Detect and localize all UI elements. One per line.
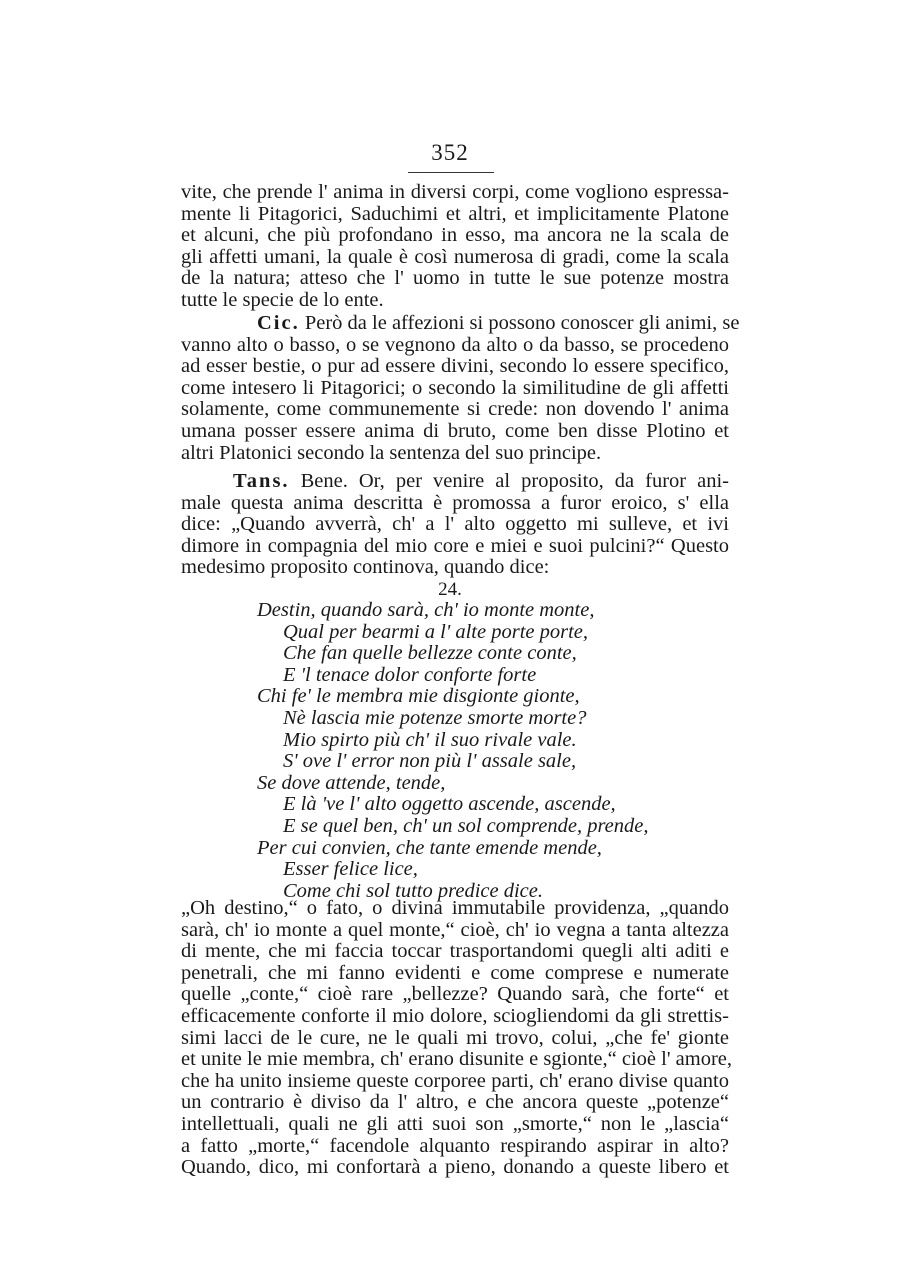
text-line: et unite le mie membra, ch' erano disunite e sgionte,“ cioè l' amore, xyxy=(181,1048,733,1071)
text-line: quelle „conte,“ cioè rare „bellezze? Quando sarà, che forte“ et xyxy=(181,983,729,1006)
verse-line: Chi fe' le membra mie disgionte gionte, xyxy=(257,685,580,708)
verse-line: Destin, quando sarà, ch' io monte monte, xyxy=(257,599,595,621)
header-rule xyxy=(408,172,494,173)
text-line: simi lacci de le cure, ne le quali mi trovo, colui, „che fe' gionte xyxy=(181,1026,729,1049)
text-line: sarà, ch' io monte a quel monte,“ cioè, ch' io vegna a tanta altezza xyxy=(181,918,729,941)
text-line: vanno alto o basso, o se vegnono da alto o da basso, se procedeno xyxy=(181,333,729,356)
text-line: mente li Pitagorici, Saduchimi et altri, et implicitamente Platone xyxy=(181,202,729,225)
page-number: 352 xyxy=(431,140,469,165)
text-line: medesimo proposito continova, quando dice: xyxy=(181,556,550,579)
text-line: altri Platonici secondo la sentenza del suo principe. xyxy=(181,441,602,464)
text-line: „Oh destino,“ o fato, o divina immutabile providenza, „quando xyxy=(181,897,729,919)
verse-line: Nè lascia mie potenze smorte morte? xyxy=(283,706,587,729)
text-line: dice: „Quando avverrà, ch' a l' alto oggetto mi sulleve, et ivi xyxy=(181,513,729,536)
speaker-label: Tans. xyxy=(233,470,290,492)
dialogue-text: Però da le affezioni si possono conoscer gli animi, se xyxy=(304,312,740,334)
text-line: a fatto „morte,“ facendole alquanto respirando aspirar in alto? xyxy=(181,1134,729,1157)
text-line: dimore in compagnia del mio core e miei e suoi pulcini?“ Questo xyxy=(181,534,729,557)
sonnet xyxy=(257,600,737,902)
text-line: gli affetti umani, la quale è così numerosa di gradi, come la scala xyxy=(181,245,729,268)
text-line: che ha unito insieme queste corporee parti, ch' erano divise quanto xyxy=(181,1069,729,1092)
verse-line: Esser felice lice, xyxy=(283,858,418,881)
dialogue-cic xyxy=(181,312,740,464)
text-line: ad esser bestie, o pur ad essere divini, secondo lo essere specifico, xyxy=(181,355,729,378)
speaker-label: Cic. xyxy=(257,312,300,334)
verse-line: Qual per bearmi a l' alte porte porte, xyxy=(283,620,589,643)
text-line xyxy=(181,312,740,335)
text-line: de la natura; atteso che l' uomo in tutte le sue potenze mostra xyxy=(181,267,729,290)
text-line: et alcuni, che più profondano in esso, ma ancora ne la scala de xyxy=(181,224,729,247)
verse-line: E là 've l' alto oggetto ascende, ascende, xyxy=(283,793,616,816)
text-line: di mente, che mi faccia toccar trasportandomi quegli alti aditi e xyxy=(181,940,729,963)
verse-line: Come chi sol tutto predice dice. xyxy=(283,879,543,902)
verse-line: E 'l tenace dolor conforte forte xyxy=(283,663,537,686)
text-line: vite, che prende l' anima in diversi corpi, come vogliono espressa- xyxy=(181,181,729,203)
text-line: tutte le specie de lo ente. xyxy=(181,288,384,311)
stanza-number: 24. xyxy=(438,579,462,600)
commentary-paragraph xyxy=(181,897,733,1179)
text-line: Quando, dico, mi confortarà a pieno, donando a queste libero et xyxy=(181,1156,729,1179)
text-line: un contrario è diviso da l' altro, e che ancora queste „potenze“ xyxy=(181,1091,729,1114)
text-line: efficacemente conforte il mio dolore, sciogliendomi da gli strettis- xyxy=(181,1004,729,1027)
verse-line: Che fan quelle bellezze conte conte, xyxy=(283,642,577,665)
verse-line: E se quel ben, ch' un sol comprende, prende, xyxy=(283,814,649,837)
text-line: penetrali, che mi fanno evidenti e come comprese e numerate xyxy=(181,961,729,984)
dialogue-text: Bene. Or, per venire al proposito, da furor ani- xyxy=(300,470,729,492)
text-line xyxy=(181,471,729,493)
verse-line: S' ove l' error non più l' assale sale, xyxy=(283,750,577,773)
text-line: male questa anima descritta è promossa a furor eroico, s' ella xyxy=(181,491,729,514)
paragraph-continuation xyxy=(181,182,729,312)
text-line: solamente, come communemente si crede: non dovendo l' anima xyxy=(181,398,729,421)
text-line: intellettuali, quali ne gli atti suoi son „smorte,“ non le „lascia“ xyxy=(181,1112,729,1135)
verse-line: Per cui convien, che tante emende mende, xyxy=(257,836,602,859)
text-line: umana posser essere anima di bruto, come ben disse Plotino et xyxy=(181,419,729,442)
verse-line: Mio spirto più ch' il suo rivale vale. xyxy=(283,728,577,751)
verse-line: Se dove attende, tende, xyxy=(257,771,446,794)
dialogue-tans xyxy=(181,471,729,579)
text-line: come intesero li Pitagorici; o secondo la similitudine de gli affetti xyxy=(181,376,729,399)
